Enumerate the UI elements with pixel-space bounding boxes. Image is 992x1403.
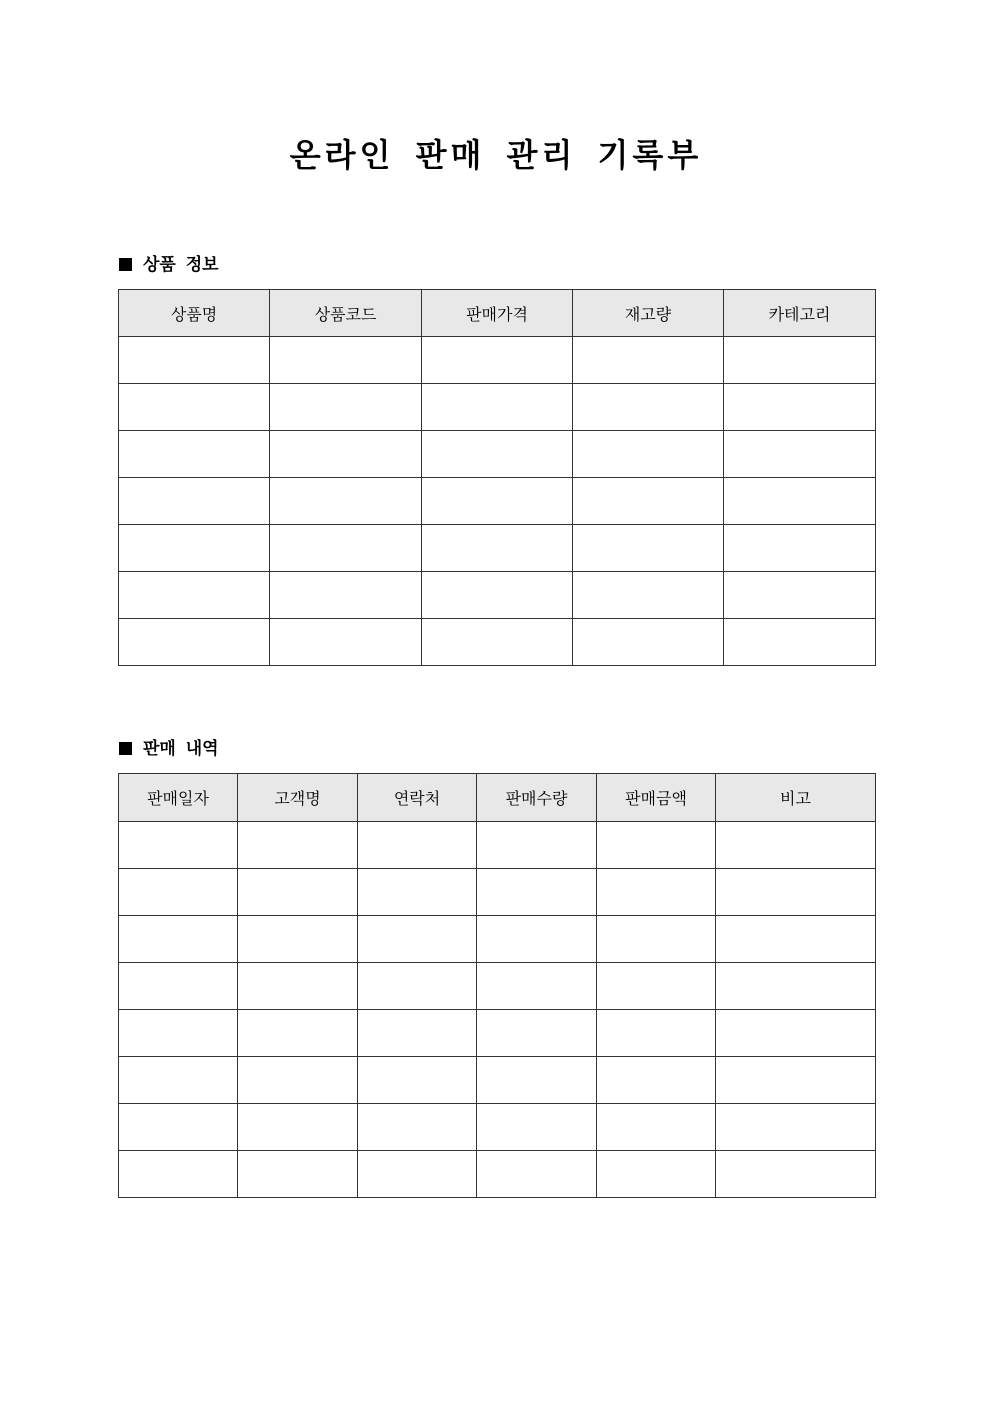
table-row: [119, 916, 876, 963]
table-row: [119, 384, 876, 431]
table-cell[interactable]: [573, 384, 724, 431]
table-cell[interactable]: [119, 1104, 238, 1151]
table-cell[interactable]: [724, 431, 876, 478]
table-cell[interactable]: [724, 525, 876, 572]
document-title: 온라인 판매 관리 기록부: [289, 136, 703, 174]
table-cell[interactable]: [597, 822, 716, 869]
column-header-sale-amount: 판매금액: [597, 774, 716, 822]
table-cell[interactable]: [238, 916, 358, 963]
table-row: [119, 431, 876, 478]
table-row: [119, 1010, 876, 1057]
table-cell[interactable]: [119, 572, 270, 619]
table-header-row: [119, 774, 876, 822]
table-cell[interactable]: [119, 916, 238, 963]
table-cell[interactable]: [716, 1104, 876, 1151]
table-cell[interactable]: [477, 869, 597, 916]
table-cell[interactable]: [573, 525, 724, 572]
column-header-product-code: 상품코드: [270, 290, 422, 337]
table-cell[interactable]: [358, 1151, 477, 1198]
table-row: [119, 869, 876, 916]
table-cell[interactable]: [270, 619, 422, 666]
table-cell[interactable]: [422, 337, 573, 384]
table-cell[interactable]: [119, 1151, 238, 1198]
table-cell[interactable]: [477, 916, 597, 963]
table-cell[interactable]: [270, 337, 422, 384]
table-cell[interactable]: [597, 916, 716, 963]
table-cell[interactable]: [358, 1057, 477, 1104]
table-cell[interactable]: [477, 1104, 597, 1151]
table-cell[interactable]: [238, 963, 358, 1010]
table-cell[interactable]: [119, 384, 270, 431]
product-info-heading-label: 상품 정보: [143, 255, 219, 275]
table-cell[interactable]: [358, 916, 477, 963]
table-cell[interactable]: [724, 478, 876, 525]
table-row: [119, 1151, 876, 1198]
table-cell[interactable]: [270, 384, 422, 431]
table-cell[interactable]: [358, 869, 477, 916]
table-row: [119, 619, 876, 666]
table-cell[interactable]: [119, 822, 238, 869]
table-cell[interactable]: [422, 478, 573, 525]
square-bullet-icon: [119, 258, 132, 271]
table-cell[interactable]: [573, 337, 724, 384]
table-cell[interactable]: [270, 478, 422, 525]
table-cell[interactable]: [422, 619, 573, 666]
table-cell[interactable]: [238, 869, 358, 916]
table-cell[interactable]: [716, 916, 876, 963]
table-row: [119, 1057, 876, 1104]
table-cell[interactable]: [477, 963, 597, 1010]
table-cell[interactable]: [724, 572, 876, 619]
table-cell[interactable]: [238, 1151, 358, 1198]
product-info-heading: [119, 253, 219, 277]
column-header-sale-quantity: 판매수량: [477, 774, 597, 822]
table-cell[interactable]: [119, 1010, 238, 1057]
table-cell[interactable]: [119, 337, 270, 384]
table-cell[interactable]: [238, 1010, 358, 1057]
table-cell[interactable]: [724, 619, 876, 666]
table-cell[interactable]: [716, 1057, 876, 1104]
square-bullet-icon: [119, 742, 132, 755]
table-row: [119, 572, 876, 619]
table-cell[interactable]: [477, 1057, 597, 1104]
table-header-row: [119, 290, 876, 337]
table-cell[interactable]: [477, 822, 597, 869]
table-row: [119, 822, 876, 869]
table-cell[interactable]: [477, 1010, 597, 1057]
column-header-remarks: 비고: [716, 774, 876, 822]
sales-history-heading-label: 판매 내역: [143, 739, 219, 759]
table-cell[interactable]: [238, 1057, 358, 1104]
column-header-product-name: 상품명: [119, 290, 270, 337]
table-cell[interactable]: [119, 869, 238, 916]
table-cell[interactable]: [270, 525, 422, 572]
table-cell[interactable]: [358, 1104, 477, 1151]
table-cell[interactable]: [422, 384, 573, 431]
table-cell[interactable]: [597, 869, 716, 916]
column-header-contact: 연락처: [358, 774, 477, 822]
table-cell[interactable]: [597, 1057, 716, 1104]
column-header-sale-price: 판매가격: [422, 290, 573, 337]
table-cell[interactable]: [716, 1010, 876, 1057]
sales-history-heading: [119, 737, 219, 761]
table-cell[interactable]: [716, 869, 876, 916]
product-info-table: [118, 289, 876, 666]
table-cell[interactable]: [573, 478, 724, 525]
table-cell[interactable]: [597, 1010, 716, 1057]
table-cell[interactable]: [477, 1151, 597, 1198]
table-cell[interactable]: [119, 619, 270, 666]
table-cell[interactable]: [724, 337, 876, 384]
table-cell[interactable]: [716, 1151, 876, 1198]
table-row: [119, 478, 876, 525]
table-cell[interactable]: [573, 619, 724, 666]
table-cell[interactable]: [270, 431, 422, 478]
table-cell[interactable]: [119, 525, 270, 572]
column-header-customer-name: 고객명: [238, 774, 358, 822]
table-cell[interactable]: [573, 431, 724, 478]
table-cell[interactable]: [358, 1010, 477, 1057]
column-header-category: 카테고리: [724, 290, 876, 337]
table-cell[interactable]: [270, 572, 422, 619]
column-header-sale-date: 판매일자: [119, 774, 238, 822]
table-cell[interactable]: [119, 1057, 238, 1104]
table-cell[interactable]: [597, 1104, 716, 1151]
table-row: [119, 1104, 876, 1151]
table-row: [119, 963, 876, 1010]
table-cell[interactable]: [422, 572, 573, 619]
table-cell[interactable]: [358, 963, 477, 1010]
table-cell[interactable]: [119, 431, 270, 478]
table-cell[interactable]: [119, 478, 270, 525]
table-cell[interactable]: [238, 1104, 358, 1151]
table-cell[interactable]: [238, 822, 358, 869]
table-cell[interactable]: [422, 525, 573, 572]
table-cell[interactable]: [597, 1151, 716, 1198]
table-cell[interactable]: [716, 963, 876, 1010]
table-cell[interactable]: [724, 384, 876, 431]
table-cell[interactable]: [716, 822, 876, 869]
column-header-stock: 재고량: [573, 290, 724, 337]
sales-history-table: [118, 773, 876, 1198]
table-row: [119, 337, 876, 384]
table-cell[interactable]: [119, 963, 238, 1010]
table-cell[interactable]: [358, 822, 477, 869]
table-cell[interactable]: [422, 431, 573, 478]
table-row: [119, 525, 876, 572]
table-cell[interactable]: [597, 963, 716, 1010]
table-cell[interactable]: [573, 572, 724, 619]
